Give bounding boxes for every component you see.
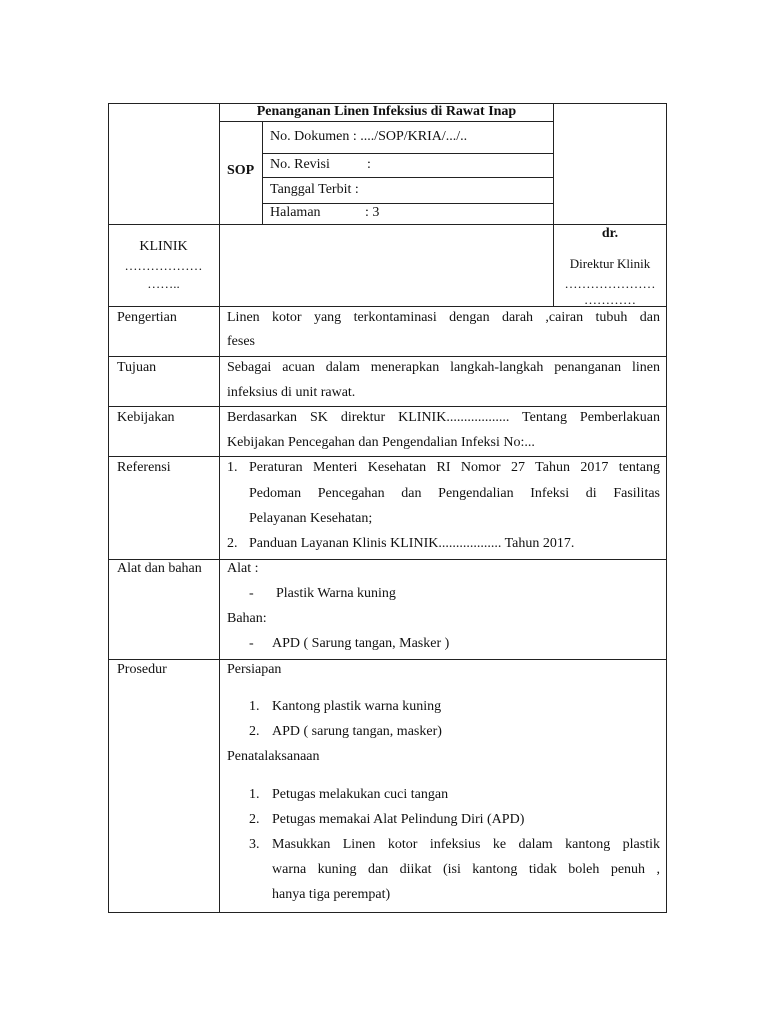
- signer-role: Direktur Klinik: [569, 256, 651, 271]
- no-dokumen: No. Dokumen : ..../SOP/KRIA/.../..: [270, 129, 468, 144]
- referensi-item-1-line-2: Pedoman Pencegahan dan Pengendalian Infeksi di Fasilitas: [249, 486, 660, 501]
- persiapan-item-1: Kantong plastik warna kuning: [272, 699, 442, 714]
- revisi-divider: [262, 177, 554, 178]
- row-divider-alat: [108, 659, 667, 660]
- alat-item: Plastik Warna kuning: [276, 586, 396, 601]
- step-2-number: 2.: [249, 812, 260, 827]
- referensi-item-1-line-3: Pelayanan Kesehatan;: [249, 511, 373, 526]
- bahan-heading: Bahan:: [227, 611, 267, 626]
- tujuan-line-1: Sebagai acuan dalam menerapkan langkah-langkah penanganan linen: [227, 360, 660, 375]
- clinic-name: KLINIK: [139, 239, 188, 254]
- tujuan-line-2: infeksius di unit rawat.: [227, 385, 356, 400]
- clinic-dots-2: ……..: [147, 276, 180, 291]
- signer-title: dr.: [601, 226, 619, 241]
- no-revisi-colon: :: [367, 157, 371, 172]
- alat-heading: Alat :: [227, 561, 259, 576]
- step-3-line-3: hanya tiga perempat): [272, 887, 391, 902]
- step-3-number: 3.: [249, 837, 260, 852]
- persiapan-item-1-number: 1.: [249, 699, 260, 714]
- sop-column-divider: [262, 121, 263, 224]
- document-title: Penanganan Linen Infeksius di Rawat Inap: [256, 104, 517, 119]
- alat-item-dash: -: [249, 586, 254, 601]
- title-divider: [219, 121, 554, 122]
- table-border-bottom: [108, 912, 667, 913]
- dokumen-divider: [262, 153, 554, 154]
- prosedur-label: Prosedur: [117, 662, 167, 677]
- step-1: Petugas melakukan cuci tangan: [272, 787, 449, 802]
- halaman-value: : 3: [365, 205, 380, 220]
- pengertian-line-1: Linen kotor yang terkontaminasi dengan darah ,cairan tubuh dan: [227, 310, 660, 325]
- clinic-dots-1: ………………: [124, 258, 203, 273]
- persiapan-item-2: APD ( sarung tangan, masker): [272, 724, 442, 739]
- tujuan-label: Tujuan: [117, 360, 157, 375]
- persiapan-heading: Persiapan: [227, 662, 282, 677]
- step-1-number: 1.: [249, 787, 260, 802]
- signer-dots-2: …………: [584, 292, 636, 307]
- step-3-line-1: Masukkan Linen kotor infeksius ke dalam kantong plastik: [272, 837, 660, 852]
- row-divider-pengertian: [108, 356, 667, 357]
- bahan-item: APD ( Sarung tangan, Masker ): [272, 636, 450, 651]
- referensi-label: Referensi: [117, 460, 171, 475]
- pengertian-line-2: feses: [227, 334, 255, 349]
- penatalaksanaan-heading: Penatalaksanaan: [227, 749, 320, 764]
- referensi-item-1-number: 1.: [227, 460, 238, 475]
- row-divider-kebijakan: [108, 456, 667, 457]
- no-revisi-label: No. Revisi: [270, 157, 330, 172]
- kebijakan-line-1: Berdasarkan SK direktur KLINIK.................. Tentang Pemberlakuan: [227, 410, 660, 425]
- referensi-item-2-number: 2.: [227, 536, 238, 551]
- alat-label: Alat dan bahan: [117, 561, 202, 576]
- tanggal-terbit: Tanggal Terbit :: [270, 182, 359, 197]
- kebijakan-label: Kebijakan: [117, 410, 175, 425]
- bahan-item-dash: -: [249, 636, 254, 651]
- step-3-line-2: warna kuning dan diikat (isi kantong tidak boleh penuh ,: [272, 862, 660, 877]
- persiapan-item-2-number: 2.: [249, 724, 260, 739]
- sop-label: SOP: [227, 163, 255, 178]
- halaman-label: Halaman: [270, 205, 321, 220]
- pengertian-label: Pengertian: [117, 310, 177, 325]
- referensi-item-2-line-1: Panduan Layanan Klinis KLINIK.................. Tahun 2017.: [249, 536, 575, 551]
- referensi-item-1-line-1: Peraturan Menteri Kesehatan RI Nomor 27 Tahun 2017 tentang: [249, 460, 660, 475]
- step-2: Petugas memakai Alat Pelindung Diri (APD): [272, 812, 525, 827]
- row-divider-tujuan: [108, 406, 667, 407]
- signer-dots-1: …………………: [564, 276, 656, 291]
- kebijakan-line-2: Kebijakan Pencegahan dan Pengendalian Infeksi No:...: [227, 435, 535, 450]
